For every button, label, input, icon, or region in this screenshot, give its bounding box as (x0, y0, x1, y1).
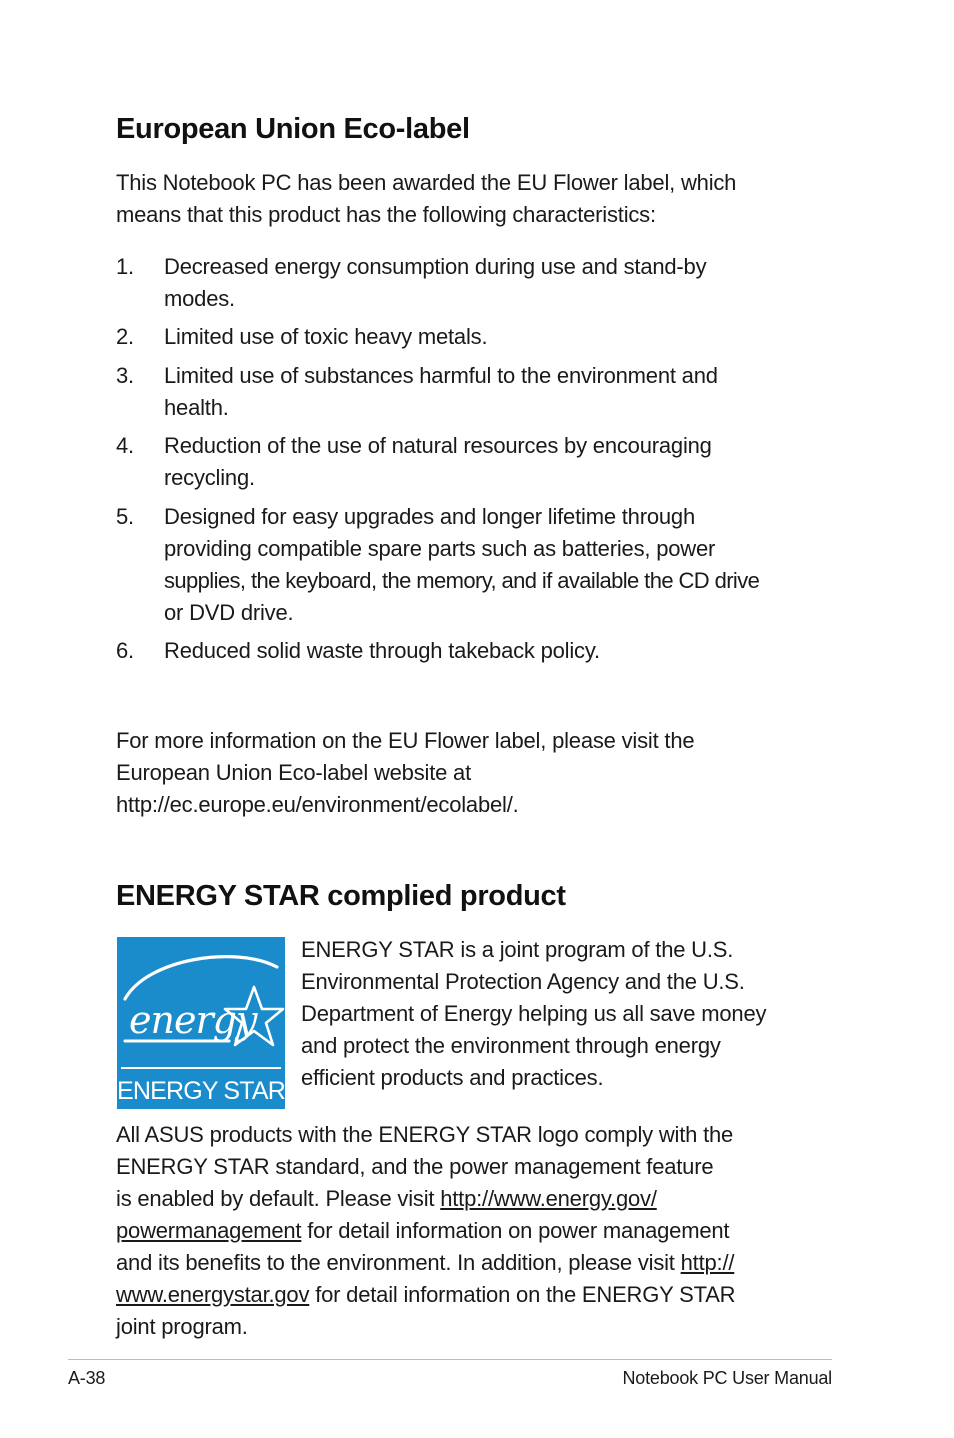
energy-body-line: for detail information on power management (301, 1218, 730, 1243)
list-item-text: Designed for easy upgrades and longer lifetime through providing compatible spare parts such as batteries, power supplies, the keyboard, the memory, and if available the CD drive or DVD drive. (164, 504, 760, 625)
energy-star-heading: ENERGY STAR complied product (116, 880, 566, 912)
energy-star-logo-icon (117, 937, 285, 1109)
energy-gov-link-continued[interactable]: powermanagement (116, 1218, 302, 1243)
energy-body-line: for detail information on the ENERGY STAR (309, 1282, 736, 1307)
energy-star-label: ENERGY STAR (117, 1077, 285, 1105)
list-item-text: Reduction of the use of natural resources by encouraging recycling. (164, 433, 712, 490)
list-item-text: Decreased energy consumption during use and stand-by modes. (164, 254, 707, 311)
energy-star-body (116, 1119, 735, 1343)
eco-more-line-1: For more information on the EU Flower label, please visit the (116, 728, 695, 753)
list-item-number: 5. (116, 504, 134, 529)
energy-gov-link[interactable]: http://www.energy.gov/ (440, 1186, 657, 1211)
eco-intro-line-1: This Notebook PC has been awarded the EU Flower label, which (116, 170, 737, 195)
energy-star-description (301, 934, 766, 1094)
energy-side-line: and protect the environment through energy (301, 1033, 721, 1058)
eco-more-info (116, 725, 694, 821)
list-item-text: Limited use of substances harmful to the environment and health. (164, 363, 718, 420)
list-item-text: Limited use of toxic heavy metals. (164, 324, 488, 349)
list-item-number: 2. (116, 324, 134, 349)
energy-side-line: Department of Energy helping us all save money (301, 1001, 767, 1026)
list-item-number: 1. (116, 254, 134, 279)
energy-body-line: and its benefits to the environment. In addition, please visit (116, 1250, 681, 1275)
eco-label-heading: European Union Eco-label (116, 113, 470, 145)
eco-intro-line-2: means that this product has the following characteristics: (116, 202, 656, 227)
list-item-number: 3. (116, 363, 134, 388)
energy-side-line: ENERGY STAR is a joint program of the U.S. (301, 937, 734, 962)
list-item-number: 4. (116, 433, 134, 458)
energystar-gov-link[interactable]: http:// (680, 1250, 735, 1275)
list-item-text: Reduced solid waste through takeback policy. (164, 638, 600, 663)
energy-side-line: Environmental Protection Agency and the U.S. (301, 969, 745, 994)
list-item-number: 6. (116, 638, 134, 663)
energy-side-line: efficient products and practices. (301, 1065, 604, 1090)
manual-title: Notebook PC User Manual (622, 1368, 832, 1388)
page-number: A-38 (68, 1368, 106, 1388)
energy-body-line: is enabled by default. Please visit (116, 1186, 441, 1211)
energy-body-line: All ASUS products with the ENERGY STAR logo comply with the (116, 1122, 734, 1147)
energy-body-line: ENERGY STAR standard, and the power management feature (116, 1154, 714, 1179)
energy-star-logo (117, 937, 285, 1109)
energy-script-text: energy (129, 998, 257, 1042)
energystar-gov-link-continued[interactable]: www.energystar.gov (116, 1282, 310, 1307)
energy-body-line: joint program. (116, 1314, 248, 1339)
eco-url-text: http://ec.europe.eu/environment/ecolabel/. (116, 792, 519, 817)
footer-divider (68, 1359, 832, 1360)
eco-more-line-2: European Union Eco-label website at (116, 760, 472, 785)
eco-intro (116, 167, 736, 231)
